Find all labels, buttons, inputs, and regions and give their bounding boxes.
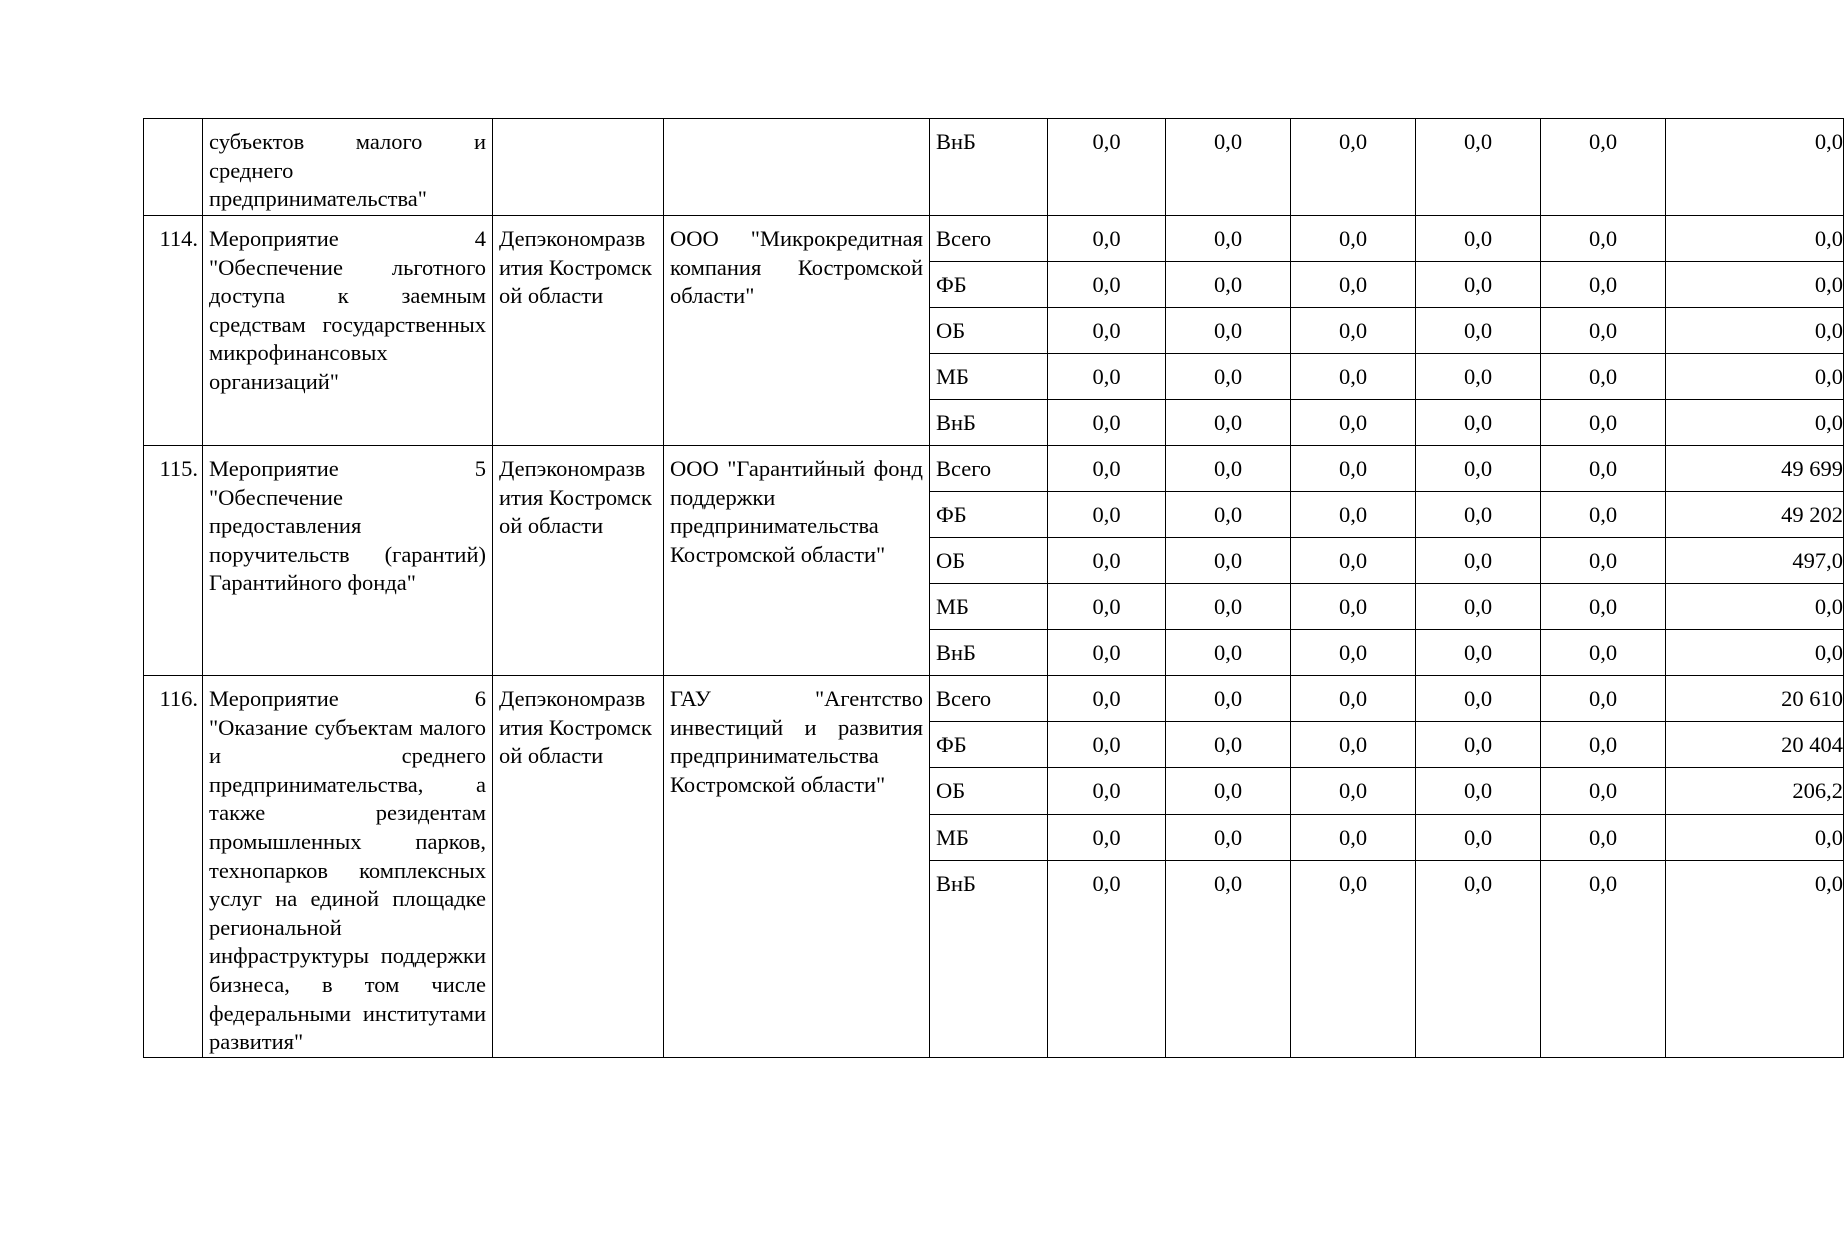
value-cell: 0,0 [1416,216,1541,262]
value-cell: 0,0 [1291,216,1416,262]
executor-cell: ООО "Гарантийный фонд поддержки предпринимательства Костромской области" [664,446,930,676]
responsible-cell [493,119,664,216]
funding-source-cell: ОБ [930,538,1048,584]
value-cell: 0,0 [1291,860,1416,1057]
value-cell: 497,0 [1666,538,1844,584]
value-cell: 0,0 [1166,262,1291,308]
value-cell: 0,0 [1416,722,1541,768]
measure-name-line: субъектов малого и [209,129,486,154]
responsible-cell: Депэкономразвития Костромской области [493,676,664,1058]
value-cell: 0,0 [1416,446,1541,492]
funding-source-cell: ОБ [930,768,1048,814]
measure-name-line: среднего [209,157,294,183]
value-cell: 0,0 [1541,216,1666,262]
value-cell: 0,0 [1541,538,1666,584]
value-cell: 0,0 [1541,308,1666,354]
funding-source-cell: Всего [930,446,1048,492]
row-number-cell [144,119,203,216]
value-cell: 0,0 [1048,446,1166,492]
value-cell: 49 699 [1666,446,1844,492]
value-cell: 0,0 [1048,308,1166,354]
value-cell: 0,0 [1291,768,1416,814]
value-cell: 0,0 [1541,119,1666,216]
value-cell: 0,0 [1416,119,1541,216]
measure-name-cell [203,676,493,1058]
table-row [144,446,1844,492]
value-cell: 0,0 [1541,354,1666,400]
value-cell: 0,0 [1048,262,1166,308]
funding-source-cell: Всего [930,216,1048,262]
value-cell: 0,0 [1416,262,1541,308]
value-cell: 0,0 [1666,630,1844,676]
measure-description: "Оказание субъектам малого и среднего предпринимательства, а также резидентам промышленных парков, технопарков комплексных услуг на единой площадке региональной инфраструктуры поддержки бизнеса, в том числе федеральными институтами развития" [209,714,486,1055]
funding-source-cell: ФБ [930,492,1048,538]
value-cell: 0,0 [1048,676,1166,722]
value-cell: 0,0 [1291,262,1416,308]
value-cell: 0,0 [1416,768,1541,814]
value-cell: 0,0 [1048,492,1166,538]
value-cell: 0,0 [1166,400,1291,446]
value-cell: 0,0 [1666,216,1844,262]
value-cell: 0,0 [1291,676,1416,722]
value-cell: 0,0 [1666,814,1844,860]
responsible-cell: Депэкономразвития Костромской области [493,216,664,446]
measure-description: "Обеспечение предоставления поручительств (гарантий) Гарантийного фонда" [209,484,486,596]
value-cell: 0,0 [1541,676,1666,722]
value-cell: 0,0 [1291,446,1416,492]
measure-name-line: предпринимательства" [209,186,427,212]
value-cell: 0,0 [1541,262,1666,308]
row-number-cell: 116. [144,676,203,1058]
value-cell: 0,0 [1541,492,1666,538]
measure-title: Мероприятие 6 [209,686,486,711]
executor-cell: ООО "Микрокредитная компания Костромской области" [664,216,930,446]
value-cell: 20 610 [1666,676,1844,722]
continuation-row [144,119,1844,216]
value-cell: 0,0 [1048,860,1166,1057]
funding-source-cell: ОБ [930,308,1048,354]
value-cell: 0,0 [1166,354,1291,400]
value-cell: 0,0 [1166,216,1291,262]
value-cell: 0,0 [1048,722,1166,768]
value-cell: 0,0 [1291,119,1416,216]
value-cell: 0,0 [1291,630,1416,676]
value-cell: 0,0 [1166,308,1291,354]
value-cell: 0,0 [1166,538,1291,584]
value-cell: 0,0 [1291,814,1416,860]
measure-name-cell [203,119,493,216]
measure-name-cell [203,216,493,446]
value-cell: 0,0 [1166,722,1291,768]
value-cell: 0,0 [1666,860,1844,1057]
measure-title: Мероприятие 4 [209,226,486,251]
funding-source-cell: ВнБ [930,630,1048,676]
value-cell: 0,0 [1291,354,1416,400]
funding-source-cell: ВнБ [930,860,1048,1057]
value-cell: 0,0 [1666,308,1844,354]
value-cell: 0,0 [1666,400,1844,446]
value-cell: 0,0 [1416,584,1541,630]
executor-cell [664,119,930,216]
funding-source-cell: МБ [930,584,1048,630]
funding-source-cell: ВнБ [930,119,1048,216]
row-number-cell: 115. [144,446,203,676]
row-number-cell: 114. [144,216,203,446]
responsible-cell: Депэкономразвития Костромской области [493,446,664,676]
value-cell: 0,0 [1166,492,1291,538]
value-cell: 0,0 [1048,814,1166,860]
value-cell: 0,0 [1416,860,1541,1057]
value-cell: 0,0 [1541,860,1666,1057]
value-cell: 0,0 [1666,584,1844,630]
value-cell: 0,0 [1048,538,1166,584]
value-cell: 49 202 [1666,492,1844,538]
value-cell: 0,0 [1416,400,1541,446]
value-cell: 0,0 [1416,308,1541,354]
value-cell: 0,0 [1166,768,1291,814]
value-cell: 0,0 [1666,354,1844,400]
value-cell: 0,0 [1048,630,1166,676]
value-cell: 0,0 [1291,584,1416,630]
funding-source-cell: ФБ [930,722,1048,768]
value-cell: 0,0 [1541,446,1666,492]
value-cell: 0,0 [1166,814,1291,860]
value-cell: 0,0 [1541,722,1666,768]
value-cell: 0,0 [1416,354,1541,400]
value-cell: 0,0 [1541,630,1666,676]
funding-source-cell: МБ [930,354,1048,400]
value-cell: 0,0 [1166,630,1291,676]
value-cell: 0,0 [1416,492,1541,538]
value-cell: 0,0 [1541,814,1666,860]
value-cell: 0,0 [1416,630,1541,676]
value-cell: 206,2 [1666,768,1844,814]
value-cell: 0,0 [1541,584,1666,630]
value-cell: 0,0 [1291,308,1416,354]
measure-description: "Обеспечение льготного доступа к заемным средствам государственных микрофинансовых организаций" [209,254,486,394]
value-cell: 0,0 [1416,538,1541,584]
executor-cell: ГАУ "Агентство инвестиций и развития предпринимательства Костромской области" [664,676,930,1058]
value-cell: 0,0 [1048,584,1166,630]
value-cell: 0,0 [1048,768,1166,814]
measure-name-cell [203,446,493,676]
value-cell: 0,0 [1166,860,1291,1057]
value-cell: 0,0 [1291,722,1416,768]
table-row [144,216,1844,262]
value-cell: 0,0 [1666,119,1844,216]
value-cell: 0,0 [1416,814,1541,860]
table-body [144,119,1844,1058]
value-cell: 0,0 [1048,354,1166,400]
value-cell: 0,0 [1541,400,1666,446]
budget-table [143,118,1844,1058]
value-cell: 0,0 [1291,400,1416,446]
measure-title: Мероприятие 5 [209,456,486,481]
funding-source-cell: ФБ [930,262,1048,308]
funding-source-cell: ВнБ [930,400,1048,446]
value-cell: 0,0 [1166,676,1291,722]
value-cell: 20 404 [1666,722,1844,768]
table-row [144,676,1844,722]
value-cell: 0,0 [1166,119,1291,216]
value-cell: 0,0 [1166,584,1291,630]
value-cell: 0,0 [1416,676,1541,722]
value-cell: 0,0 [1048,119,1166,216]
funding-source-cell: Всего [930,676,1048,722]
value-cell: 0,0 [1048,400,1166,446]
value-cell: 0,0 [1291,538,1416,584]
value-cell: 0,0 [1541,768,1666,814]
value-cell: 0,0 [1048,216,1166,262]
value-cell: 0,0 [1166,446,1291,492]
value-cell: 0,0 [1291,492,1416,538]
funding-source-cell: МБ [930,814,1048,860]
value-cell: 0,0 [1666,262,1844,308]
